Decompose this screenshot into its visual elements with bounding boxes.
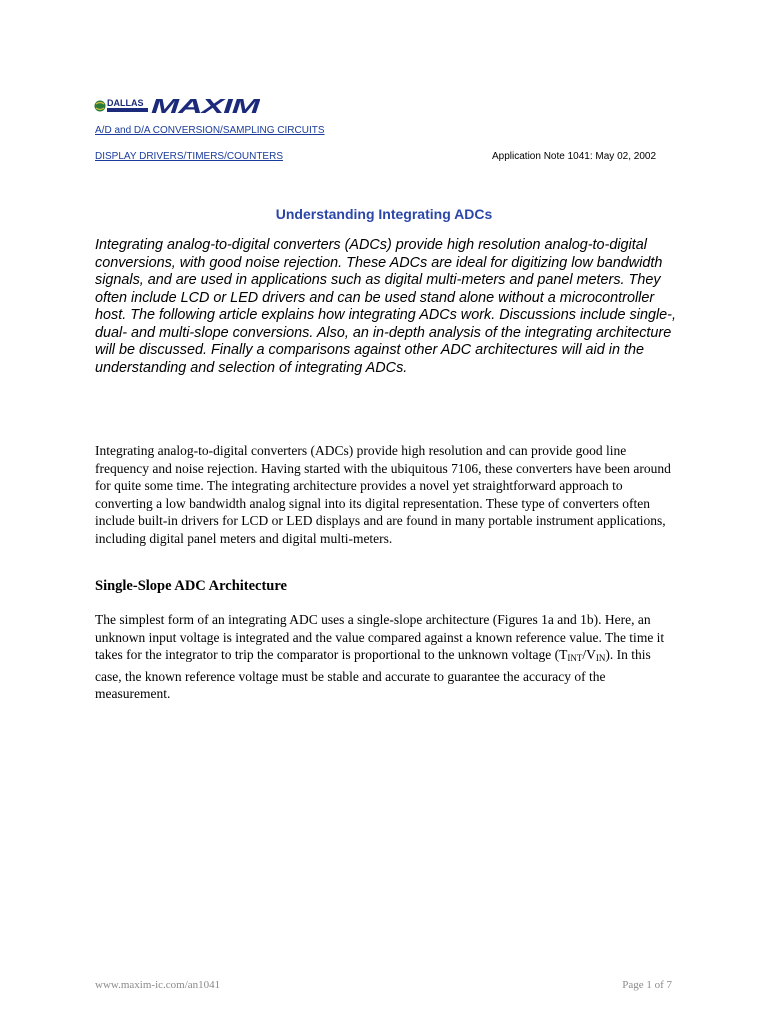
logo-graphic [94, 96, 260, 116]
dallas-maxim-logo [94, 96, 260, 116]
application-note-label: Application Note 1041: May 02, 2002 [492, 151, 656, 162]
page-number: Page 1 of 7 [622, 979, 672, 991]
intro-paragraph: Integrating analog-to-digital converters (ADCs) provide high resolution and can provide good line frequency and noise rejection. Having started with the ubiquitous 7106, these converters have been around for quite some time. The integrating architecture provides a novel yet straightforward approach to converting a low bandwidth analog signal into its digital representation. These type of converters often include built-in drivers for LCD or LED displays and are found in many portable instrument applications, including digital panel meters and digital multi-meters. [95, 443, 671, 546]
category-link-ad-da[interactable]: A/D and D/A CONVERSION/SAMPLING CIRCUITS [95, 125, 325, 136]
article-abstract: Integrating analog-to-digital converters (ADCs) provide high resolution analog-to-digital conversions, with good noise rejection. These ADCs are ideal for digitizing low bandwidth signals, and are used in applications such as digital multi-meters and panel meters. They often include LCD or LED drivers and can be used stand alone without a microcontroller host. The following article explains how integrating ADCs work. Discussions include single-, dual- and multi-slope conversions. Also, an in-depth analysis of the integrating architecture will be discussed. Finally a comparisons against other ADC architectures will aid in the understanding and selection of integrating ADCs. [95, 237, 676, 376]
logo-dallas-text: DALLAS [107, 98, 144, 108]
section-paragraph [95, 611, 675, 703]
article-title: Understanding Integrating ADCs [275, 206, 493, 222]
logo-dallas-bar [107, 108, 148, 112]
logo-maxim-text: MAXIM [151, 96, 260, 116]
subscript-int: INT [567, 653, 583, 664]
section-paragraph-text-before: The simplest form of an integrating ADC uses a single-slope architecture (Figures 1a and 1b). Here, an unknown input voltage is integrated and the value compared against a known reference value. The time it takes for the integrator to trip the comparator is proportional to the unknown voltage (T [95, 612, 665, 663]
section-paragraph-text-after: ). In this case, the known reference voltage must be stable and accurate to guarantee the accuracy of the measurement. [95, 647, 651, 702]
section-paragraph-mid: /V [582, 647, 596, 663]
section-heading: Single-Slope ADC Architecture [95, 578, 287, 594]
category-link-display-drivers[interactable]: DISPLAY DRIVERS/TIMERS/COUNTERS [95, 151, 283, 162]
footer-url: www.maxim-ic.com/an1041 [95, 979, 221, 991]
subscript-in: IN [595, 653, 606, 664]
